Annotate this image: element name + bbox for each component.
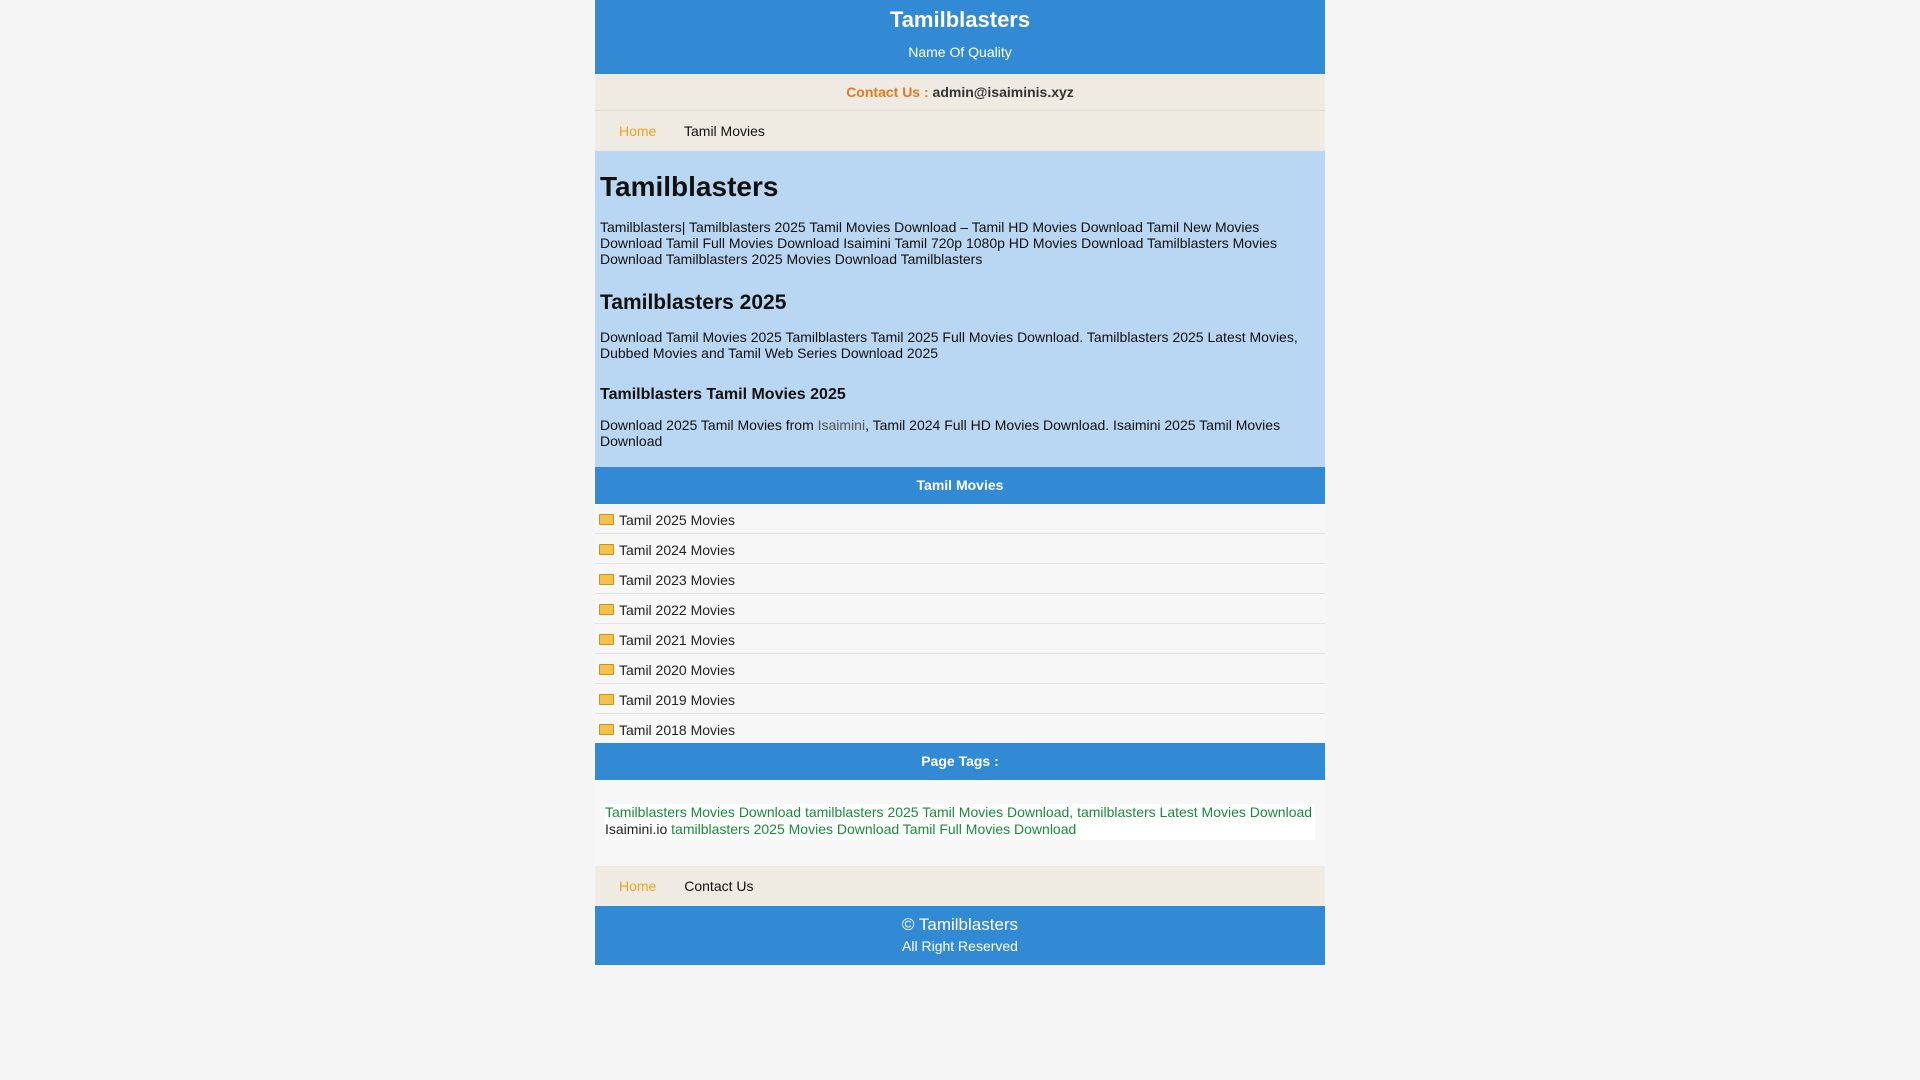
- list-item-label: Tamil 2018 Movies: [619, 722, 735, 738]
- footer-home-link[interactable]: Home: [619, 878, 657, 894]
- tamil-movies-section-title: Tamil Movies: [595, 467, 1325, 504]
- list-item-label: Tamil 2023 Movies: [619, 572, 735, 588]
- list-item[interactable]: [595, 624, 1325, 654]
- folder-icon: [599, 634, 614, 645]
- tag-link[interactable]: tamilblasters Latest Movies Download: [1077, 804, 1313, 820]
- list-item[interactable]: [595, 654, 1325, 684]
- folder-icon: [599, 724, 614, 735]
- tag-link[interactable]: tamilblasters 2025 Tamil Movies Download,: [804, 804, 1074, 820]
- folder-icon: [599, 544, 614, 555]
- footer-contact-link[interactable]: Contact Us: [684, 878, 754, 894]
- list-item[interactable]: [595, 714, 1325, 743]
- contact-label: Contact Us :: [846, 84, 929, 100]
- list-item-label: Tamil 2019 Movies: [619, 692, 735, 708]
- tag-text: Isaimini.io: [605, 821, 668, 837]
- list-item-label: Tamil 2022 Movies: [619, 602, 735, 618]
- tamil-movies-list: [595, 504, 1325, 743]
- list-item[interactable]: [595, 534, 1325, 564]
- nav-tamil-movies-link[interactable]: Tamil Movies: [684, 123, 765, 139]
- list-item-label: Tamil 2021 Movies: [619, 632, 735, 648]
- folder-icon: [599, 574, 614, 585]
- contact-bar: [595, 74, 1325, 111]
- list-item[interactable]: [595, 504, 1325, 534]
- list-item[interactable]: [595, 564, 1325, 594]
- site-footer: [595, 906, 1325, 965]
- page-tags-title: Page Tags :: [595, 743, 1325, 780]
- footer-nav: [595, 866, 1325, 906]
- isaimini-link[interactable]: Isaimini: [817, 417, 866, 433]
- tag-link[interactable]: tamilblasters 2025 Movies Download: [671, 821, 900, 837]
- page-tags-box: [605, 804, 1315, 840]
- intro-heading: Tamilblasters: [600, 171, 779, 202]
- content-wrapper: [595, 0, 1325, 965]
- list-item[interactable]: [595, 684, 1325, 714]
- site-header: [595, 0, 1325, 74]
- intro-subheading-2: Tamilblasters Tamil Movies 2025: [600, 386, 846, 403]
- intro-subheading: Tamilblasters 2025: [600, 291, 787, 314]
- folder-icon: [599, 604, 614, 615]
- top-nav: [595, 111, 1325, 151]
- intro-section: [595, 151, 1325, 467]
- list-item-label: Tamil 2025 Movies: [619, 512, 735, 528]
- intro-p3-text-after: , Tamil 2024 Full HD Movies Download. Isaimini 2025 Tamil Movies Download: [600, 417, 1281, 449]
- contact-email: admin@isaiminis.xyz: [932, 84, 1074, 100]
- list-item[interactable]: [595, 594, 1325, 624]
- intro-paragraph-2: Download Tamil Movies 2025 Tamilblasters Tamil 2025 Full Movies Download. Tamilblasters 2025 Latest Movies, Dubbed Movies and Tamil Web Series Download 2025: [600, 329, 1298, 361]
- site-title[interactable]: Tamilblasters: [889, 7, 1031, 32]
- folder-icon: [599, 694, 614, 705]
- site-tagline: Name Of Quality: [908, 44, 1012, 60]
- tag-link[interactable]: Tamil Full Movies Download: [902, 821, 1077, 837]
- page-tags-area: [595, 780, 1325, 866]
- list-item-label: Tamil 2024 Movies: [619, 542, 735, 558]
- intro-p3-text-before: Download 2025 Tamil Movies from: [600, 417, 818, 433]
- nav-home-link[interactable]: Home: [619, 123, 657, 139]
- tag-link[interactable]: Tamilblasters Movies Download: [605, 804, 802, 820]
- intro-paragraph-3: [600, 417, 1320, 449]
- footer-rights: All Right Reserved: [902, 938, 1018, 954]
- list-item-label: Tamil 2020 Movies: [619, 662, 735, 678]
- folder-icon: [599, 664, 614, 675]
- intro-paragraph-1: Tamilblasters| Tamilblasters 2025 Tamil Movies Download – Tamil HD Movies Download Tamil New Movies Download Tamil Full Movies Download Isaimini Tamil 720p 1080p HD Movies Download Tamilblasters Movies Download Tamilblasters 2025 Movies Download Tamilblasters: [600, 219, 1277, 267]
- footer-copyright: © Tamilblasters: [901, 915, 1019, 934]
- folder-icon: [599, 514, 614, 525]
